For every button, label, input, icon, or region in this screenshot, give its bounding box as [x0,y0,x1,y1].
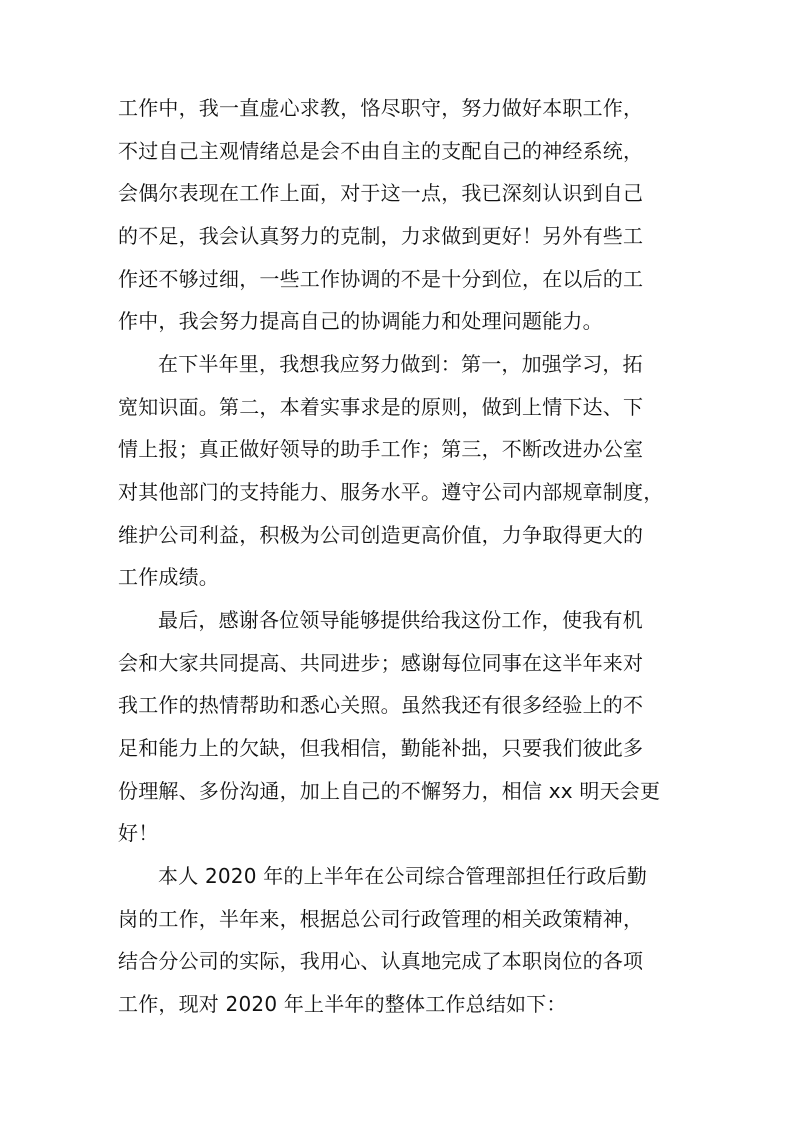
text-line-14: 会和大家共同提高、共同进步；感谢每位同事在这半年来对 [118,651,644,675]
text-line-17: 份理解、多份沟通，加上自己的不懈努力，相信 xx 明天会更 [118,779,661,803]
text-line-22: 工作，现对 2020 年上半年的整体工作总结如下： [118,992,567,1016]
text-line-5: 作还不够过细，一些工作协调的不是十分到位，在以后的工 [118,267,644,291]
text-line-2: 不过自己主观情绪总是会不由自主的支配自己的神经系统， [118,139,644,163]
text-line-9: 情上报；真正做好领导的助手工作；第三，不断改进办公室 [118,437,644,461]
text-line-20: 岗的工作，半年来，根据总公司行政管理的相关政策精神， [118,907,644,931]
paragraph-start-line: 本人 2020 年的上半年在公司综合管理部担任行政后勤 [158,864,648,888]
text-line-8: 宽知识面。第二，本着实事求是的原则，做到上情下达、下 [118,395,644,419]
text-line-12: 工作成绩。 [118,565,219,589]
text-line-6: 作中，我会努力提高自己的协调能力和处理问题能力。 [118,309,603,333]
text-line-1: 工作中，我一直虚心求教，恪尽职守，努力做好本职工作， [118,96,644,120]
text-line-4: 的不足，我会认真努力的克制，力求做到更好！另外有些工 [118,224,644,248]
text-line-3: 会偶尔表现在工作上面，对于这一点，我已深刻认识到自己 [118,181,644,205]
paragraph-start-line: 最后，感谢各位领导能够提供给我这份工作，使我有机 [158,608,643,632]
text-line-10: 对其他部门的支持能力、服务水平。遵守公司内部规章制度， [118,480,664,504]
text-line-11: 维护公司利益，积极为公司创造更高价值，力争取得更大的 [118,523,644,547]
paragraph-start-line: 在下半年里，我想我应努力做到：第一，加强学习，拓 [158,352,643,376]
text-line-21: 结合分公司的实际，我用心、认真地完成了本职岗位的各项 [118,949,644,973]
text-line-16: 足和能力上的欠缺，但我相信，勤能补拙，只要我们彼此多 [118,736,644,760]
text-line-15: 我工作的热情帮助和悉心关照。虽然我还有很多经验上的不 [118,693,644,717]
text-line-18: 好！ [118,821,159,845]
